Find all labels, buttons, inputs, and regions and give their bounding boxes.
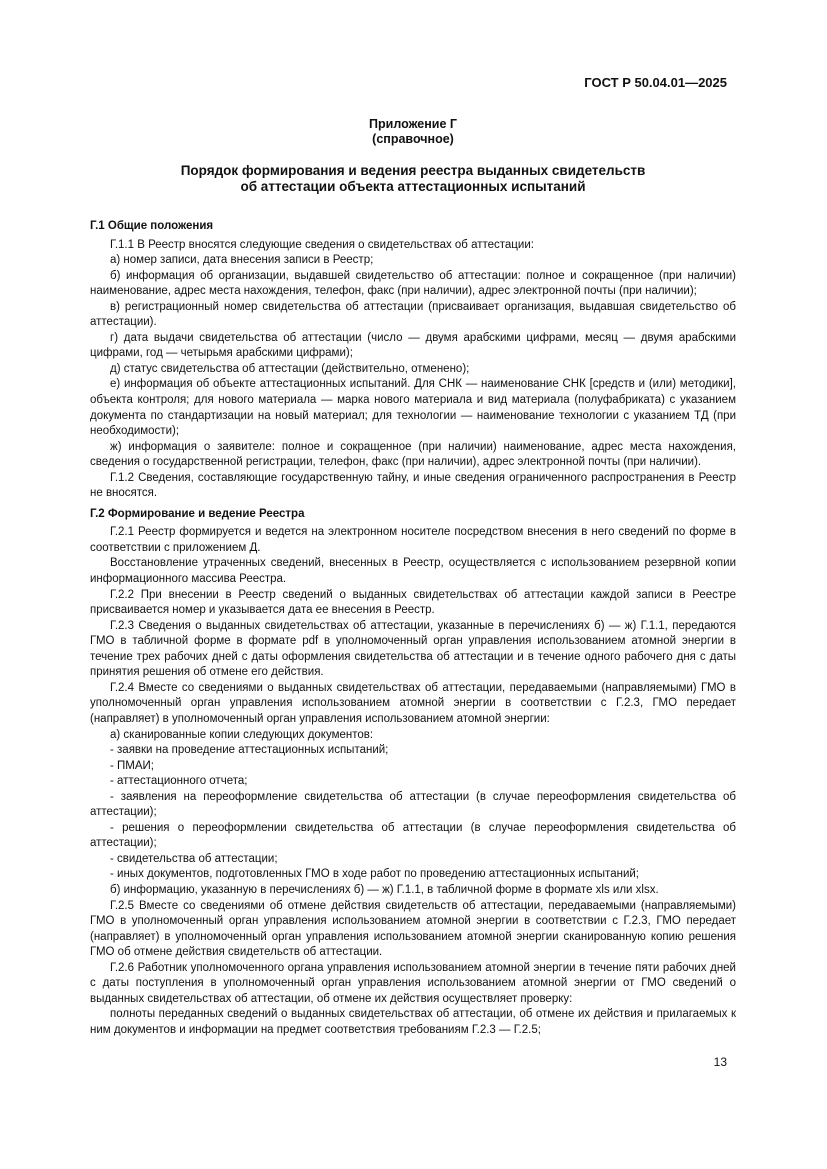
main-title-line2: об аттестации объекта аттестационных испытаний [240, 179, 586, 194]
list-item: - ПМАИ; [110, 759, 155, 772]
paragraph: Г.2.2 При внесении в Реестр сведений о выданных свидетельствах об аттестации каждой записи в Реестре присваивается номер и указывается дата ее внесения в Реестр. [90, 588, 736, 617]
paragraph: Г.2.3 Сведения о выданных свидетельствах об аттестации, указанные в перечислениях б) — ж) Г.1.1, передаются ГМО в табличной форме в формате pdf в уполномоченный орган управления использованием атомной энергии в течение трех рабочих дней с даты оформления свидетельства об аттестации и в течение одного рабочего дня с даты принятия решения об отмене его действия. [90, 619, 736, 679]
paragraph: Г.2.4 Вместе со сведениями о выданных свидетельствах об аттестации, передаваемыми (направляемыми) ГМО в уполномоченный орган управления использованием атомной энергии в соответствии с Г.2.3, ГМО передает (направляет) в уполномоченный орган управления использованием атомной энергии: [90, 681, 736, 725]
section1-heading: Г.1 Общие положения [90, 220, 214, 232]
list-item: - заявления на переоформление свидетельства об аттестации (в случае переоформления свидетельства об аттестации); [90, 790, 736, 819]
paragraph: Г.1.1 В Реестр вносятся следующие сведения о свидетельствах об аттестации: [110, 238, 534, 251]
paragraph: полноты переданных сведений о выданных свидетельствах об аттестации, об отмене их действия и прилагаемых к ним документов и информации на предмет соответствия требованиям Г.2.3 — Г.2.5; [90, 1008, 736, 1036]
main-title [90, 163, 736, 195]
paragraph: а) сканированные копии следующих документов: [110, 728, 374, 741]
list-item: - заявки на проведение аттестационных испытаний; [110, 744, 389, 757]
paragraph: в) регистрационный номер свидетельства об аттестации (присваивает организация, выдавшая свидетельство об аттестации). [90, 300, 736, 329]
appendix-subtitle: (справочное) [372, 132, 454, 146]
appendix-heading [90, 117, 736, 147]
document-body [90, 219, 736, 1038]
list-item: - аттестационного отчета; [110, 775, 248, 788]
list-item: - иных документов, подготовленных ГМО в ходе работ по проведению аттестационных испытаний; [110, 868, 639, 881]
paragraph: ж) информация о заявителе: полное и сокращенное (при наличии) наименование, адрес места нахождения, сведения о государственной регистрации, телефон, факс (при наличии), адрес электронной почты (при наличии). [90, 440, 736, 469]
document-code: ГОСТ Р 50.04.01—2025 [584, 75, 727, 90]
paragraph: б) информацию, указанную в перечислениях б) — ж) Г.1.1, в табличной форме в формате xls или xlsx. [110, 883, 659, 896]
paragraph: Г.2.1 Реестр формируется и ведется на электронном носителе посредством внесения в него сведений по форме в соответствии с приложением Д. [90, 526, 736, 554]
paragraph: Г.2.5 Вместе со сведениями об отмене действия свидетельств об аттестации, передаваемыми (направляемыми) ГМО в уполномоченный орган управления использованием атомной энергии в соответствии с Г.2.3, ГМО передает (направляет) в уполномоченный орган управления использованием атомной энергии сканированную копию решения ГМО об отмене действия свидетельств об аттестации. [90, 899, 736, 959]
page-number: 13 [713, 1055, 727, 1069]
paragraph: г) дата выдачи свидетельства об аттестации (число — двумя арабскими цифрами, месяц — двумя арабскими цифрами, год — четырьмя арабскими цифрами); [90, 331, 736, 360]
paragraph: е) информация об объекте аттестационных испытаний. Для СНК — наименование СНК [средств и (или) методики], объекта контроля; для нового материала — марка нового материала и вид материала (полуфабриката) с указанием документа по стандартизации на новый материал; для технологии — наименование технологии с указанием ТД (при необходимости); [90, 378, 736, 438]
paragraph: Г.1.2 Сведения, составляющие государственную тайну, и иные сведения ограниченного распространения в Реестр не вносятся. [90, 471, 736, 500]
list-item: - решения о переоформлении свидетельства об аттестации (в случае переоформления свидетельства об аттестации); [90, 821, 736, 850]
list-item: - свидетельства об аттестации; [110, 852, 278, 865]
paragraph: Восстановление утраченных сведений, внесенных в Реестр, осуществляется с использованием резервной копии информационного массива Реестра. [90, 557, 736, 586]
paragraph: б) информация об организации, выдавшей свидетельство об аттестации: полное и сокращенное (при наличии) наименование, адрес места нахождения, телефон, факс (при наличии), адрес электронной почты (при наличии); [90, 269, 736, 298]
section2-heading: Г.2 Формирование и ведение Реестра [90, 507, 305, 520]
appendix-title: Приложение Г [369, 117, 457, 131]
main-title-line1: Порядок формирования и ведения реестра выданных свидетельств [180, 163, 646, 178]
paragraph: д) статус свидетельства об аттестации (действительно, отменено); [110, 362, 470, 375]
paragraph: а) номер записи, дата внесения записи в Реестр; [110, 254, 374, 267]
paragraph: Г.2.6 Работник уполномоченного органа управления использованием атомной энергии в течение пяти рабочих дней с даты поступления в уполномоченный орган управления использованием атомной энергии от ГМО сведений о выданных свидетельствах об аттестации, об отмене их действия осуществляет проверку: [90, 961, 736, 1005]
